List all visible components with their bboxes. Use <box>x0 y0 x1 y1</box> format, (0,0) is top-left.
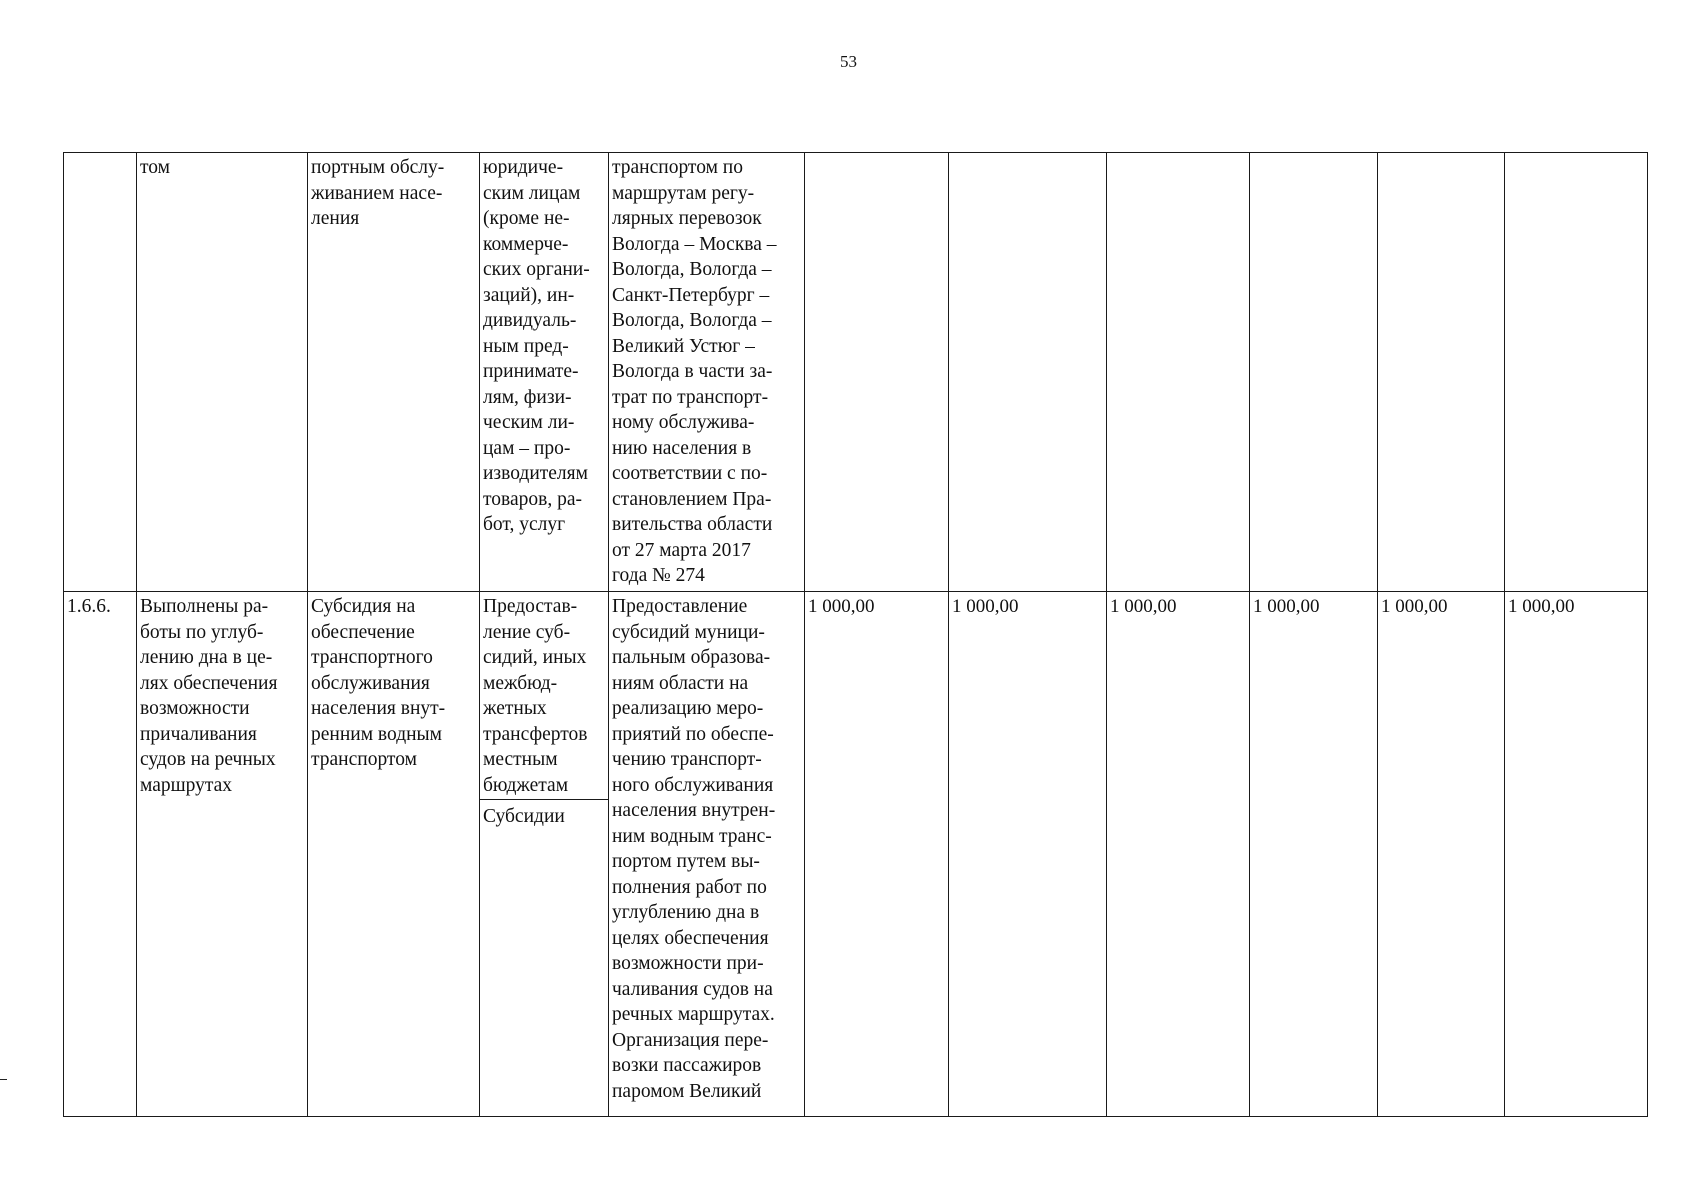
amount-cell <box>805 153 949 592</box>
table-row <box>64 592 1648 1117</box>
description-line: года № 274 <box>612 565 705 586</box>
description-line: Вологда – Москва – <box>612 233 777 255</box>
measure-text-line: транспортом <box>311 749 417 770</box>
description-line: нию населения в <box>612 437 752 459</box>
result-text-line: причаливания <box>140 723 257 745</box>
description-line: углублению дна в <box>612 902 760 923</box>
expense-type-line: лям, физи- <box>483 386 572 408</box>
measure-text-line: обеспечение <box>311 621 415 643</box>
expense-type-line: ление суб- <box>483 621 571 643</box>
description-line: речных маршрутах. <box>612 1004 775 1025</box>
description-line: Вологда в части за- <box>612 361 773 382</box>
expense-type-line: Предостав- <box>483 596 578 617</box>
description-line: Великий Устюг – <box>612 335 755 357</box>
description-line: Предоставление <box>612 596 748 617</box>
amount-cell <box>949 153 1107 592</box>
expense-type-line: бюджетам <box>483 774 569 796</box>
expense-type-line: бот, услуг <box>483 514 566 535</box>
amount-cell <box>1107 153 1250 592</box>
result-text-line: маршрутах <box>140 774 233 796</box>
description-line: возки пассажиров <box>612 1055 762 1076</box>
expense-type-line: ческим ли- <box>483 412 575 433</box>
description-line: возможности при- <box>612 953 764 974</box>
amount-cell <box>1378 153 1505 592</box>
expense-type-line: изводителям <box>483 463 588 484</box>
description-line: ному обслужива- <box>612 412 755 433</box>
description-line: паромом Великий <box>612 1080 762 1102</box>
expense-type-line: юридиче- <box>483 157 564 178</box>
budget-table <box>63 152 1648 1117</box>
measure-cell <box>308 592 480 1117</box>
expense-type-line: коммерче- <box>483 233 569 255</box>
expense-type-line: сидий, иных <box>483 647 587 668</box>
description-line: трат по транспорт- <box>612 386 769 408</box>
result-text-line: судов на речных <box>140 749 276 770</box>
description-line: портом путем вы- <box>612 851 760 872</box>
expense-type-line: ным пред- <box>483 335 569 357</box>
expense-type-line: заций), ин- <box>483 284 575 306</box>
measure-text-line: ренним водным <box>311 723 442 745</box>
measure-text-line: ления <box>311 208 360 229</box>
expense-type-line: дивидуаль- <box>483 310 577 331</box>
description-line: субсидий муници- <box>612 621 765 643</box>
amount-cell <box>1250 592 1378 1117</box>
expense-type-cell <box>480 592 609 1117</box>
description-line: приятий по обеспе- <box>612 723 774 745</box>
amount-value: 1 000,00 <box>1508 596 1575 617</box>
expense-type-line: межбюд- <box>483 672 558 694</box>
description-line: ного обслуживания <box>612 774 774 796</box>
result-cell <box>137 592 308 1117</box>
expense-type-line: трансфертов <box>483 723 588 745</box>
measure-text-line: портным обслу- <box>311 157 445 178</box>
measure-cell <box>308 153 480 592</box>
description-line: ним водным транс- <box>612 825 772 847</box>
amount-cell <box>1250 153 1378 592</box>
description-line: становлением Пра- <box>612 488 772 510</box>
measure-text-line: Субсидия на <box>311 596 416 617</box>
amount-cell <box>949 592 1107 1117</box>
description-line: пальным образова- <box>612 647 771 668</box>
measure-text-line: живанием насе- <box>311 182 443 204</box>
expense-type-line: (кроме не- <box>483 208 570 229</box>
expense-type-line: принимате- <box>483 361 579 382</box>
amount-value: 1 000,00 <box>808 596 875 617</box>
result-text-line: лению дна в це- <box>140 647 273 668</box>
result-text-line: лях обеспечения <box>140 672 278 694</box>
page-number: 53 <box>840 52 857 71</box>
amount-value: 1 000,00 <box>952 596 1019 617</box>
description-line: Санкт-Петербург – <box>612 284 770 306</box>
amount-cell <box>1107 592 1250 1117</box>
expense-type-line: товаров, ра- <box>483 488 582 510</box>
measure-text-line: обслуживания <box>311 672 430 694</box>
amount-value: 1 000,00 <box>1110 596 1177 617</box>
result-text-line: Выполнены ра- <box>140 596 269 617</box>
amount-value: 1 000,00 <box>1381 596 1448 617</box>
description-line: полнения работ по <box>612 876 767 898</box>
table-row <box>64 153 1648 592</box>
description-line: реализацию меро- <box>612 698 764 719</box>
description-cell <box>609 592 805 1117</box>
expense-type-top <box>480 594 608 800</box>
result-text-line: возможности <box>140 698 250 719</box>
description-line: Организация пере- <box>612 1029 769 1051</box>
table-body <box>64 153 1648 1117</box>
description-line: соответствии с по- <box>612 463 768 484</box>
row-number-cell <box>64 592 137 1117</box>
amount-cell <box>1505 153 1648 592</box>
description-line: чению транспорт- <box>612 749 762 770</box>
measure-text-line: населения внут- <box>311 698 446 719</box>
expense-type-line: жетных <box>483 698 547 719</box>
row-number-cell <box>64 153 137 592</box>
expense-type-line: ским лицам <box>483 182 581 204</box>
amount-cell <box>1378 592 1505 1117</box>
expense-type-line: цам – про- <box>483 437 571 459</box>
expense-type-line: местным <box>483 749 558 770</box>
amount-cell <box>805 592 949 1117</box>
description-line: от 27 марта 2017 <box>612 539 751 561</box>
result-text-line: боты по углуб- <box>140 621 264 643</box>
description-line: целях обеспечения <box>612 927 769 949</box>
measure-text-line: транспортного <box>311 647 433 668</box>
expense-type-line: Субсидии <box>483 806 565 827</box>
margin-mark <box>0 1079 7 1080</box>
expense-type-bottom <box>483 800 605 830</box>
description-line: лярных перевозок <box>612 208 762 229</box>
result-cell <box>137 153 308 592</box>
description-line: вительства области <box>612 514 773 535</box>
description-line: чаливания судов на <box>612 978 773 1000</box>
description-line: населения внутрен- <box>612 800 776 821</box>
result-text-line: том <box>140 157 170 178</box>
description-line: Вологда, Вологда – <box>612 310 772 331</box>
row-number: 1.6.6. <box>67 596 111 617</box>
description-cell <box>609 153 805 592</box>
description-line: ниям области на <box>612 672 749 694</box>
expense-type-line: ских органи- <box>483 259 590 280</box>
description-line: Вологда, Вологда – <box>612 259 772 280</box>
expense-type-cell <box>480 153 609 592</box>
description-line: транспортом по <box>612 157 743 178</box>
amount-cell <box>1505 592 1648 1117</box>
amount-value: 1 000,00 <box>1253 596 1320 617</box>
description-line: маршрутам регу- <box>612 182 755 204</box>
